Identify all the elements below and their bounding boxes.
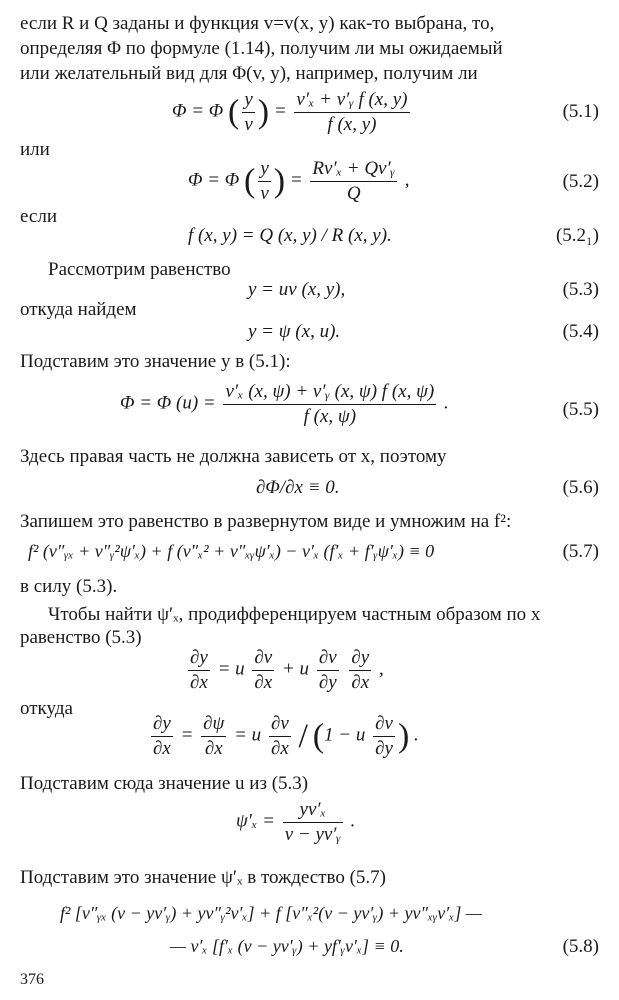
eq55-fraction: $\frac{\text{v′ₓ (x, ψ) + v′ᵧ (x, ψ) f (x, ψ)}}{f (x, \psi)}$: [225, 381, 435, 427]
equation-5-1: Φ = Φ ( $\frac{y}{v}$ ) = $\frac{\text{v′ₓ + v′ᵧ f (x, y)}}{f (x, y)}$: [172, 89, 408, 135]
eq51-inner-fraction: $\frac{y}{v}$: [244, 89, 253, 135]
text-podstavim-3: Подставим это значение ψ′ₓ в тождество (5.7): [20, 867, 387, 888]
eq-number-5-7: (5.7): [562, 541, 599, 562]
text-chtoby-1: Чтобы найти ψ′ₓ, продифференцируем частным образом по x: [48, 604, 541, 625]
eq51-lhs: Φ = Φ: [172, 100, 224, 122]
text-rassmotrim: Рассмотрим равенство: [48, 259, 231, 280]
equation-5-6: ∂Φ/∂x ≡ 0.: [256, 477, 340, 498]
word-ili: или: [20, 139, 50, 160]
equation-differentiation: $\frac{\partial y}{\partial x}$ = u $\frac{\partial v}{\partial x}$ + u $\frac{\partial v}{\partial y}$ $\frac{\partial y}{\partial x}$ ,: [190, 647, 384, 693]
equation-5-4: y = ψ (x, u).: [248, 321, 341, 342]
text-podstavim-2: Подставим сюда значение u из (5.3): [20, 773, 309, 794]
equation-result: $\frac{\partial y}{\partial x}$ = $\frac{\partial\psi}{\partial x}$ = u $\frac{\partial v}{\partial x}$ / (1 − u $\frac{\partial v}{\partial y}$ ) .: [153, 713, 419, 759]
eq-number-5-8: (5.8): [562, 936, 599, 957]
eq-number-5-3: (5.3): [562, 279, 599, 300]
word-esli: если: [20, 206, 57, 227]
equation-5-2-1: f (x, y) = Q (x, y) / R (x, y).: [188, 225, 392, 246]
equation-5-3: y = uv (x, y),: [248, 279, 346, 300]
eq52-rhs-fraction: $\frac{\text{Rv′ₓ + Qv′ᵧ}}{Q}$: [312, 158, 396, 204]
text-otkuda-naidem: откуда найдем: [20, 299, 137, 320]
equation-5-2: Φ = Φ ( $\frac{y}{v}$ ) = $\frac{\text{Rv′ₓ + Qv′ᵧ}}{Q}$ ,: [188, 158, 410, 204]
intro-line-2: определяя Φ по формуле (1.14), получим ли мы ожидаемый: [20, 38, 503, 59]
text-zapishem: Запишем это равенство в развернутом виде и умножим на f²:: [20, 511, 512, 532]
intro-line-3: или желательный вид для Φ(v, y), например, получим ли: [20, 63, 478, 84]
eq-number-5-2-1: (5.2₁): [555, 225, 599, 246]
equation-5-7: f² (v″ᵧₓ + v″ᵧ²ψ′ₓ) + f (v″ₓ² + v″ₓᵧψ′ₓ) − v′ₓ (f′ₓ + f′ᵧψ′ₓ) ≡ 0: [28, 541, 435, 561]
eq-number-5-4: (5.4): [562, 321, 599, 342]
text-podstavim-1: Подставим это значение y в (5.1):: [20, 351, 291, 372]
text-v-silu: в силу (5.3).: [20, 576, 118, 597]
text-otkuda: откуда: [20, 698, 73, 719]
text-chtoby-2: равенство (5.3): [20, 627, 142, 648]
text-zdes: Здесь правая часть не должна зависеть от x, поэтому: [20, 446, 447, 467]
equation-5-5: Φ = Φ (u) = $\frac{\text{v′ₓ (x, ψ) + v′ᵧ (x, ψ) f (x, ψ)}}{f (x, \psi)}$ .: [120, 381, 449, 427]
equation-5-8-line-1: f² [v″ᵧₓ (v − yv′ᵧ) + yv″ᵧ²v′ₓ] + f [v″ₓ²(v − yv′ᵧ) + yv″ₓᵧv′ₓ] —: [60, 903, 482, 923]
eq-number-5-6: (5.6): [562, 477, 599, 498]
intro-line-1: если R и Q заданы и функция v=v(x, y) как-то выбрана, то,: [20, 13, 495, 34]
eq51-rhs-fraction: $\frac{\text{v′ₓ + v′ᵧ f (x, y)}}{f (x, y)}$: [296, 89, 408, 135]
eq-number-5-2: (5.2): [562, 171, 599, 192]
equation-5-8-line-2: — v′ₓ [f′ₓ (v − yv′ᵧ) + yf′ᵧv′ₓ] ≡ 0.: [170, 936, 404, 956]
equation-psi: ψ′ₓ = $\frac{\text{yv′ₓ}}{\text{v − yv′ᵧ}}$ .: [236, 799, 356, 845]
eq-number-5-5: (5.5): [562, 399, 599, 420]
page-number: 376: [20, 971, 44, 988]
eq-number-5-1: (5.1): [562, 101, 599, 122]
